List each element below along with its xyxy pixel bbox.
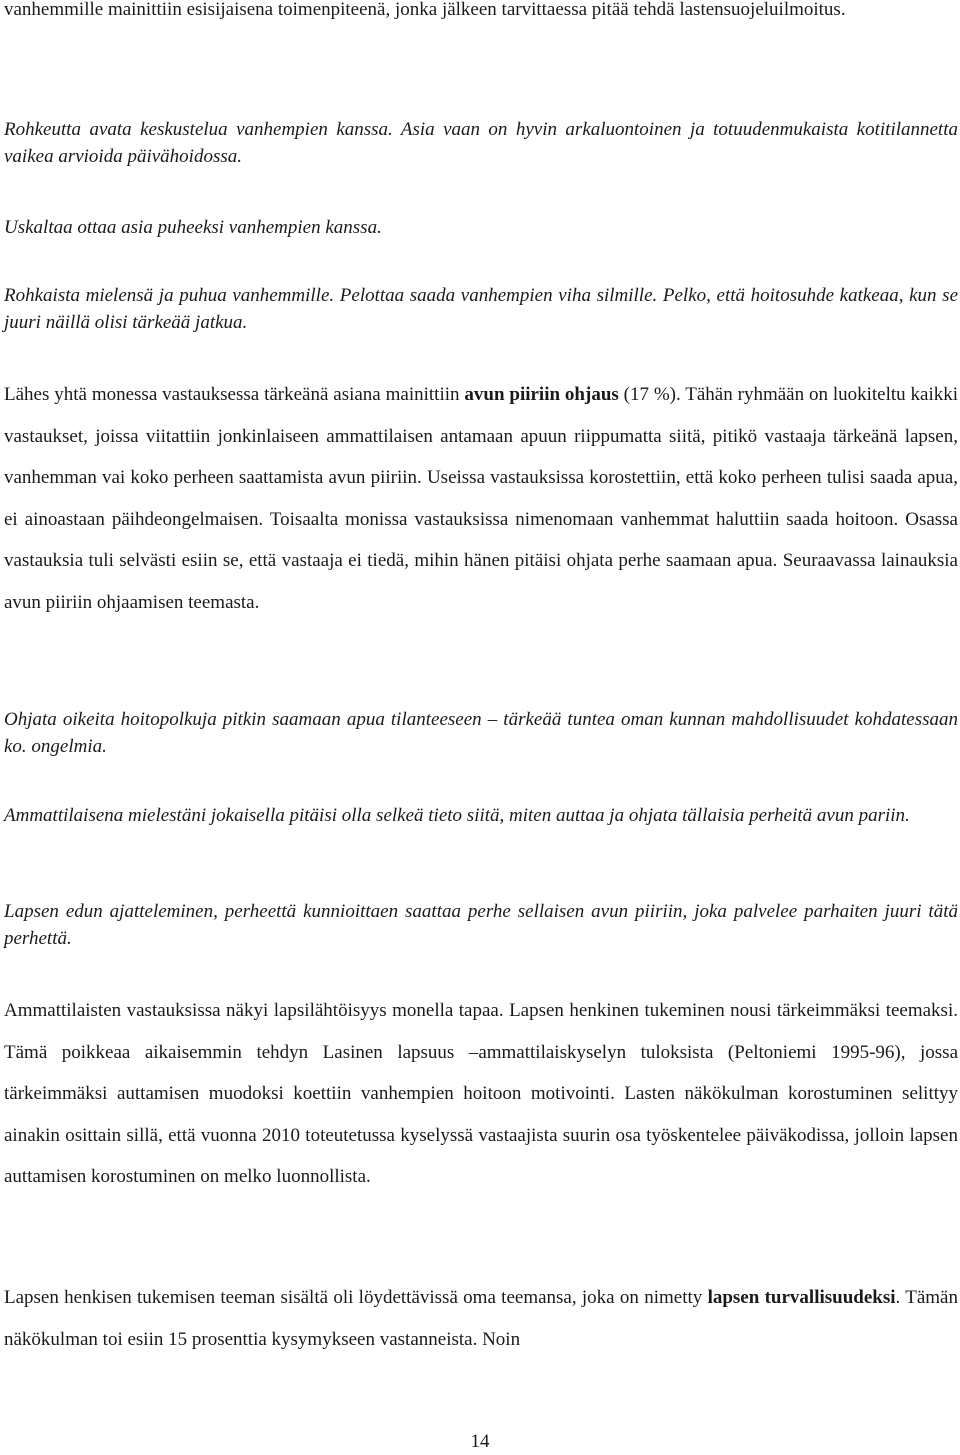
text-run: Lähes yhtä monessa vastauksessa tärkeänä asiana mainittiin [4,384,465,405]
paragraph-2 [4,374,958,623]
text-run: Ammattilaisena mielestäni jokaisella pitäisi olla selkeä tieto siitä, miten auttaa ja ohjata tällaisia perheitä avun pariin. [4,805,910,826]
text-run: vanhemmille mainittiin esisijaisena toimenpiteenä, jonka jälkeen tarvittaessa pitää tehdä lastensuojeluilmoitus. [4,0,846,20]
text-run: . Tämän näkökulman toi esiin 15 prosenttia kysymykseen vastanneista. Noin [4,1287,958,1350]
bold-term: lapsen turvallisuudeksi [707,1287,896,1308]
paragraph-4 [4,1277,958,1360]
quote-6 [4,898,958,952]
quote-2 [4,214,958,241]
text-run: Ohjata oikeita hoitopolkuja pitkin saamaan apua tilanteeseen – tärkeää tuntea oman kunnan mahdollisuudet kohdatessaan ko. ongelmia. [4,709,958,757]
paragraph-3 [4,990,958,1198]
quote-3 [4,282,958,336]
paragraph-1 [4,0,958,23]
text-run: Lapsen henkisen tukemisen teeman sisältä oli löydettävissä oma teemansa, joka on nimetty [4,1287,708,1308]
text-run: Uskaltaa ottaa asia puheeksi vanhempien kanssa. [4,217,382,238]
quote-4 [4,706,958,760]
text-run: Rohkaista mielensä ja puhua vanhemmille. Pelottaa saada vanhempien viha silmille. Pelko, että hoitosuhde katkeaa, kun se juuri näillä olisi tärkeää jatkua. [4,285,958,333]
text-run: Rohkeutta avata keskustelua vanhempien kanssa. Asia vaan on hyvin arkaluontoinen ja totuudenmukaista kotitilannetta vaikea arvioida päivähoidossa. [4,119,958,167]
text-run: (17 %). Tähän ryhmään on luokiteltu kaikki vastaukset, joissa viitattiin jonkinlaiseen ammattilaisen antamaan apuun riippumatta siitä, pitikö vastaaja tärkeänä lapsen, vanhemman vai koko perheen saattamista avun piiriin. Useissa vastauksissa korostettiin, että koko perheen tulisi saada apua, ei ainoastaan päihdeongelmaisen. Toisaalta monissa vastauksissa nimenomaan vanhemmat haluttiin saada hoitoon. Osassa vastauksia tuli selvästi esiin se, että vastaaja ei tiedä, mihin hänen pitäisi ohjata perhe saamaan apua. Seuraavassa lainauksia avun piiriin ohjaamisen teemasta. [4,384,959,613]
bold-term: avun piiriin ohjaus [464,384,619,405]
page-number: 14 [470,1431,490,1452]
text-run: Ammattilaisten vastauksissa näkyi lapsilähtöisyys monella tapaa. Lapsen henkinen tukeminen nousi tärkeimmäksi teemaksi. Tämä poikkeaa aikaisemmin tehdyn Lasinen lapsuus –ammattilaiskyselyn tuloksista (Peltoniemi 1995-96), jossa tärkeimmäksi auttamisen muodoksi koettiin vanhempien hoitoon motivointi. Lasten näkökulman korostuminen selittyy ainakin osittain sillä, että vuonna 2010 toteutetussa kyselyssä vastaajista suurin osa työskentelee päiväkodissa, jolloin lapsen auttamisen korostuminen on melko luonnollista. [4,1000,958,1187]
quote-5 [4,802,958,829]
quote-1 [4,116,958,170]
text-run: Lapsen edun ajatteleminen, perheettä kunnioittaen saattaa perhe sellaisen avun piiriin, joka palvelee parhaiten juuri tätä perhettä. [4,901,958,949]
